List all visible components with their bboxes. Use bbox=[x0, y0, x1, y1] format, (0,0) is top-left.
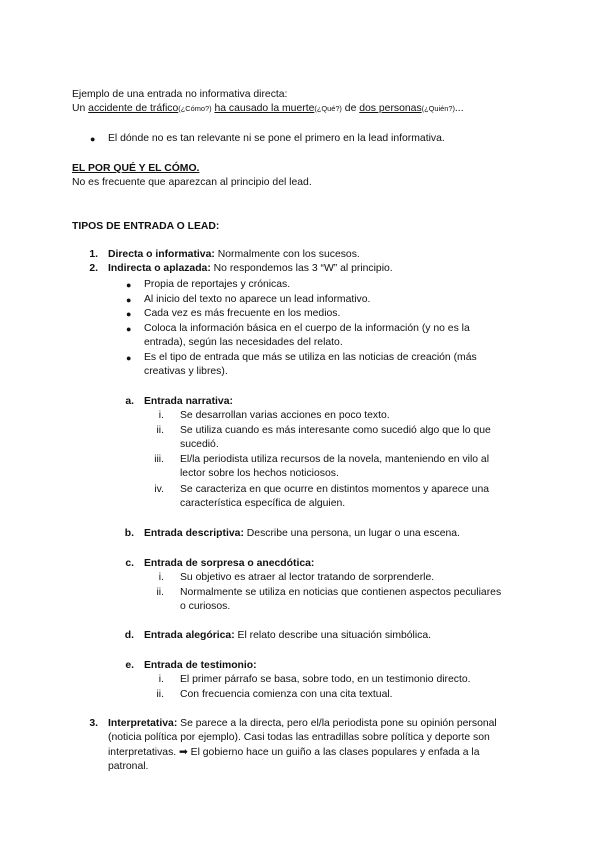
bullet-icon: ● bbox=[126, 280, 132, 290]
donde-bullet: El dónde no es tan relevante ni se pone el primero en la lead informativa. bbox=[108, 133, 445, 144]
sub-b-label: b. bbox=[124, 528, 134, 539]
sub-b bbox=[144, 527, 460, 541]
sub-a-item-cont: sucedió. bbox=[180, 439, 219, 450]
item3-line4: patronal. bbox=[108, 761, 149, 772]
item3-line1 bbox=[108, 717, 497, 731]
sub-a-item: El/la periodista utiliza recursos de la novela, manteniendo en vilo al bbox=[180, 454, 490, 465]
sub-c-label: c. bbox=[125, 558, 134, 569]
por-que-text: No es frecuente que aparezcan al principio del lead. bbox=[72, 177, 312, 188]
item2-bullet-cont: entrada), según las necesidades del relato. bbox=[144, 337, 343, 348]
item2-title: Indirecta o aplazada: bbox=[108, 263, 211, 274]
example-ellipsis: ... bbox=[454, 103, 464, 114]
bullet-icon: ● bbox=[126, 324, 132, 334]
sub-a-item: Se desarrollan varias acciones en poco texto. bbox=[180, 410, 390, 421]
roman-num: ii. bbox=[156, 587, 164, 598]
sub-c-item-cont: o curiosos. bbox=[180, 601, 231, 612]
por-que-heading: EL POR QUÉ Y EL CÓMO. bbox=[72, 163, 200, 174]
example-de: de bbox=[341, 103, 360, 114]
item1 bbox=[108, 248, 360, 262]
sub-a-item-cont: característica específica de alguien. bbox=[180, 498, 346, 509]
example-un: Un bbox=[72, 103, 89, 114]
item2-text: No respondemos las 3 “W” al principio. bbox=[210, 263, 393, 274]
example-dos: dos personas bbox=[359, 103, 422, 114]
item3-title: Interpretativa: bbox=[108, 718, 178, 729]
sub-e-label: e. bbox=[125, 660, 134, 671]
sub-d-text: El relato describe una situación simbólica. bbox=[234, 630, 432, 641]
item3-line3 bbox=[108, 746, 479, 760]
roman-num: i. bbox=[158, 674, 164, 685]
example-como: (¿Cómo?) bbox=[178, 104, 212, 113]
roman-num: iv. bbox=[154, 484, 164, 495]
sub-a-item-cont: lector sobre los hechos noticiosos. bbox=[180, 468, 339, 479]
example-causado: ha causado la muerte bbox=[214, 103, 315, 114]
sub-c-item: Su objetivo es atraer al lector tratando de sorprenderle. bbox=[180, 572, 435, 583]
item2 bbox=[108, 262, 393, 276]
item2-bullet: Al inicio del texto no aparece un lead informativo. bbox=[144, 294, 371, 305]
roman-num: ii. bbox=[156, 689, 164, 700]
roman-num: i. bbox=[158, 410, 164, 421]
example-que: (¿Qué?) bbox=[314, 104, 342, 113]
sub-a-item: Se caracteriza en que ocurre en distintos momentos y aparece una bbox=[180, 484, 490, 495]
sub-b-text: Describe una persona, un lugar o una escena. bbox=[243, 528, 460, 539]
bullet-icon: ● bbox=[90, 134, 96, 144]
sub-e-title: Entrada de testimonio: bbox=[144, 660, 257, 671]
bullet-icon: ● bbox=[126, 353, 132, 363]
sub-c-title: Entrada de sorpresa o anecdótica: bbox=[144, 558, 315, 569]
item2-bullet-cont: creativas y libres). bbox=[144, 366, 228, 377]
item2-bullet: Propia de reportajes y crónicas. bbox=[144, 279, 291, 290]
item2-bullet: Cada vez es más frecuente en los medios. bbox=[144, 308, 341, 319]
example-sentence bbox=[72, 102, 464, 116]
sub-d-label: d. bbox=[124, 630, 134, 641]
sub-d-title: Entrada alegórica: bbox=[144, 630, 235, 641]
item1-text: Normalmente con los sucesos. bbox=[214, 249, 360, 260]
tipos-heading: TIPOS DE ENTRADA O LEAD: bbox=[72, 221, 220, 232]
item3-line2: (noticia política por ejemplo). Casi todas las entradillas sobre política y deporte son bbox=[108, 732, 490, 743]
item3-line3b: El gobierno hace un guiño a las clases populares y enfada a la bbox=[187, 747, 480, 758]
bullet-icon: ● bbox=[126, 295, 132, 305]
sub-a-title: Entrada narrativa: bbox=[144, 396, 233, 407]
sub-b-title: Entrada descriptiva: bbox=[144, 528, 244, 539]
sub-d bbox=[144, 629, 431, 643]
sub-a-item: Se utiliza cuando es más interesante como sucedió algo que lo que bbox=[180, 425, 491, 436]
item3-num: 3. bbox=[89, 718, 98, 729]
item3-line3a: interpretativas. bbox=[108, 747, 180, 758]
item1-title: Directa o informativa: bbox=[108, 249, 215, 260]
bullet-icon: ● bbox=[126, 309, 132, 319]
roman-num: iii. bbox=[154, 454, 164, 465]
example-accidente: accidente de tráfico bbox=[88, 103, 179, 114]
item2-num: 2. bbox=[89, 263, 98, 274]
example-quien: (¿Quién?) bbox=[421, 104, 455, 113]
intro-line: Ejemplo de una entrada no informativa directa: bbox=[72, 89, 288, 100]
roman-num: i. bbox=[158, 572, 164, 583]
item1-num: 1. bbox=[89, 249, 98, 260]
sub-e-item: El primer párrafo se basa, sobre todo, en un testimonio directo. bbox=[180, 674, 471, 685]
item2-bullet: Es el tipo de entrada que más se utiliza en las noticias de creación (más bbox=[144, 352, 477, 363]
sub-a-label: a. bbox=[125, 396, 134, 407]
arrow-icon: ➡ bbox=[179, 747, 188, 758]
item2-bullet: Coloca la información básica en el cuerpo de la información (y no es la bbox=[144, 323, 470, 334]
roman-num: ii. bbox=[156, 425, 164, 436]
sub-e-item: Con frecuencia comienza con una cita textual. bbox=[180, 689, 393, 700]
item3-text: Se parece a la directa, pero el/la periodista pone su opinión personal bbox=[177, 718, 497, 729]
sub-c-item: Normalmente se utiliza en noticias que contienen aspectos peculiares bbox=[180, 587, 502, 598]
